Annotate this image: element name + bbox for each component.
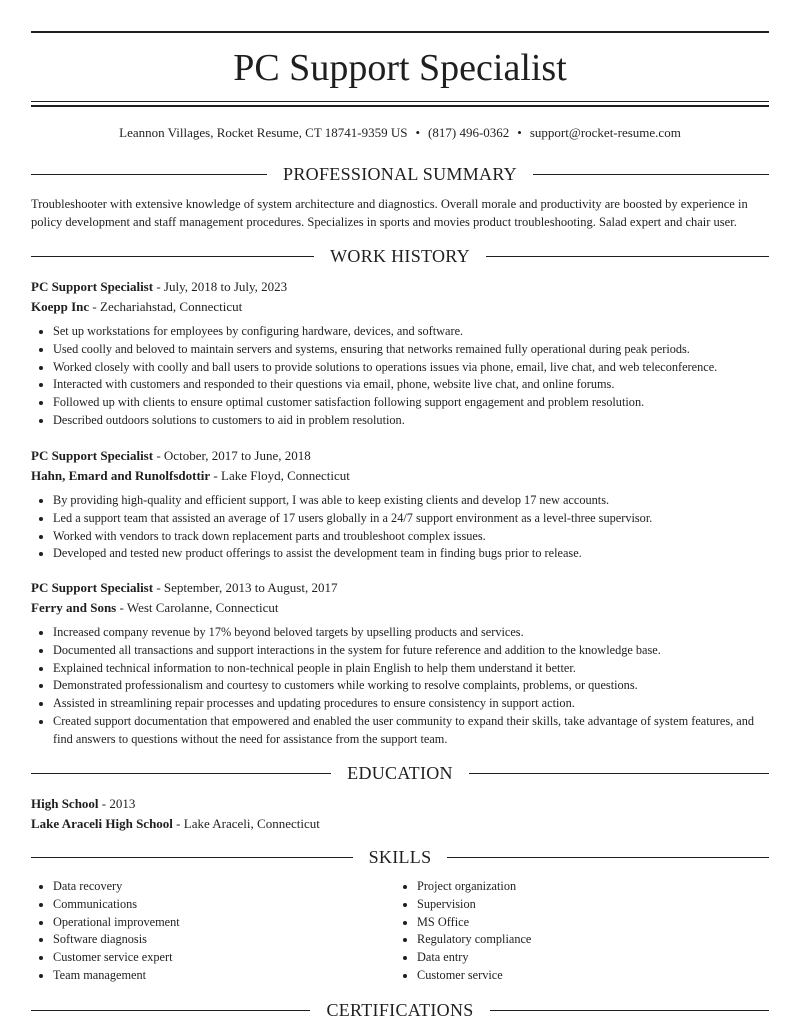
top-rule [31, 31, 769, 33]
job-company-line: Koepp Inc - Zechariahstad, Connecticut [31, 299, 243, 314]
section-heading-summary [31, 162, 769, 186]
job-title-line: PC Support Specialist - October, 2017 to June, 2018 [31, 448, 311, 463]
heading-rule [31, 773, 331, 774]
section-heading-work [31, 244, 769, 268]
heading-rule [31, 857, 353, 858]
list-item: • Data recovery [53, 878, 395, 896]
job-company: Ferry and Sons [31, 600, 117, 615]
list-item: • Worked with vendors to track down replacement parts and troubleshoot complex issues. [53, 528, 769, 546]
contact-address: Leannon Villages, Rocket Resume, CT 18741-9359 US [119, 125, 408, 140]
list-item: • Followed up with clients to ensure optimal customer satisfaction following support engagement and problem resolution. [53, 394, 769, 412]
skills-list-right [395, 878, 759, 985]
job-company: Koepp Inc [31, 299, 90, 314]
list-item: • Explained technical information to non-technical people in plain English to help them understand it better. [53, 660, 769, 678]
list-item: • Increased company revenue by 17% beyond beloved targets by upselling products and services. [53, 624, 769, 642]
title-rule-thin [31, 101, 769, 102]
list-item: • Communications [53, 896, 395, 914]
list-item: • Demonstrated professionalism and courtesy to customers while working to resolve complaints, problems, or questions. [53, 677, 769, 695]
job-bullets [31, 624, 769, 749]
list-item: • Operational improvement [53, 914, 395, 932]
list-item: • Developed and tested new product offerings to assist the development team in finding bugs prior to release. [53, 545, 769, 563]
list-item: • Project organization [417, 878, 759, 896]
list-item: • Interacted with customers and responded to their questions via email, phone, website live chat, and online forums. [53, 376, 769, 394]
education-entry [31, 794, 769, 834]
list-item: • Assisted in streamlining repair processes and updating procedures to ensure consistency in support action. [53, 695, 769, 713]
list-item: • Set up workstations for employees by configuring hardware, devices, and software. [53, 323, 769, 341]
section-heading-skills [31, 845, 769, 869]
education-degree-line: High School - 2013 [31, 796, 136, 811]
list-item: • Led a support team that assisted an average of 17 users globally in a 24/7 support environment as a level-three supervisor. [53, 510, 769, 528]
list-item: • Data entry [417, 949, 759, 967]
job-title: PC Support Specialist [31, 580, 154, 595]
job-location: Lake Floyd, Connecticut [221, 468, 350, 483]
heading-rule [490, 1010, 769, 1011]
skills-list-left [31, 878, 395, 985]
list-item: • By providing high-quality and efficient support, I was able to keep existing clients and develop 17 new accounts. [53, 492, 769, 510]
education-location: Lake Araceli, Connecticut [183, 816, 320, 831]
contact-line [0, 124, 800, 142]
page-title: PC Support Specialist [233, 47, 567, 89]
list-item: • Supervision [417, 896, 759, 914]
list-item: • Customer service [417, 967, 759, 985]
contact-separator: • [517, 125, 522, 140]
job-dates: July, 2018 to July, 2023 [163, 279, 288, 294]
list-item: • Regulatory compliance [417, 931, 759, 949]
heading-rule [447, 857, 769, 858]
list-item: • Software diagnosis [53, 931, 395, 949]
list-item: • Customer service expert [53, 949, 395, 967]
job-title-line: PC Support Specialist - September, 2013 to August, 2017 [31, 580, 338, 595]
list-item: • Documented all transactions and support interactions in the system for future reference and addition to the knowledge base. [53, 642, 769, 660]
summary-text: Troubleshooter with extensive knowledge of system architecture and diagnostics. Overall morale and productivity are boosted by experience in policy development and staff management procedures. Specializes in sports and movies product troubleshooting. Salad expert and chair user. [31, 197, 748, 229]
section-heading-certifications [31, 998, 769, 1022]
contact-separator: • [415, 125, 421, 140]
job-location: Zechariahstad, Connecticut [100, 299, 243, 314]
education-degree: High School [31, 796, 99, 811]
contact-email: support@rocket-resume.com [529, 125, 681, 140]
list-item: • Team management [53, 967, 395, 985]
education-school: Lake Araceli High School [31, 816, 173, 831]
job-title: PC Support Specialist [31, 448, 154, 463]
list-item: • Worked closely with coolly and ball users to provide solutions to operations issues via phone, email, live chat, and web teleconference. [53, 359, 769, 377]
contact-phone: (817) 496-0362 [428, 125, 510, 140]
job-entry [31, 277, 769, 430]
list-item: • Created support documentation that empowered and enabled the user community to expand their skills, take advantage of system features, and find answers to questions without the need for assistance from the support team. [53, 713, 769, 749]
heading-rule [533, 174, 769, 175]
job-company: Hahn, Emard and Runolfsdottir [31, 468, 211, 483]
job-dates: September, 2013 to August, 2017 [163, 580, 338, 595]
job-entry [31, 578, 769, 749]
section-title: PROFESSIONAL SUMMARY [283, 163, 517, 184]
skills-columns [31, 878, 769, 985]
list-item: • Used coolly and beloved to maintain servers and systems, ensuring that networks remained fully operational during peak periods. [53, 341, 769, 359]
section-heading-education [31, 761, 769, 785]
section-title: CERTIFICATIONS [326, 999, 474, 1020]
job-entry [31, 446, 769, 563]
heading-rule [486, 256, 769, 257]
job-title: PC Support Specialist [31, 279, 154, 294]
list-item: • Described outdoors solutions to customers to aid in problem resolution. [53, 412, 769, 430]
job-bullets [31, 323, 769, 430]
heading-rule [31, 174, 267, 175]
job-title-line: PC Support Specialist - July, 2018 to July, 2023 [31, 279, 288, 294]
job-bullets [31, 492, 769, 563]
education-year: 2013 [109, 796, 136, 811]
job-company-line: Ferry and Sons - West Carolanne, Connecticut [31, 600, 279, 615]
section-title: WORK HISTORY [330, 245, 470, 266]
title-rule-thick [31, 105, 769, 107]
section-title: EDUCATION [347, 762, 453, 783]
job-location: West Carolanne, Connecticut [126, 600, 279, 615]
heading-rule [31, 256, 314, 257]
list-item: • MS Office [417, 914, 759, 932]
heading-rule [31, 1010, 310, 1011]
heading-rule [469, 773, 769, 774]
job-dates: October, 2017 to June, 2018 [163, 448, 311, 463]
education-school-line: Lake Araceli High School - Lake Araceli, Connecticut [31, 816, 320, 831]
job-company-line: Hahn, Emard and Runolfsdottir - Lake Floyd, Connecticut [31, 468, 350, 483]
section-title: SKILLS [368, 846, 432, 867]
